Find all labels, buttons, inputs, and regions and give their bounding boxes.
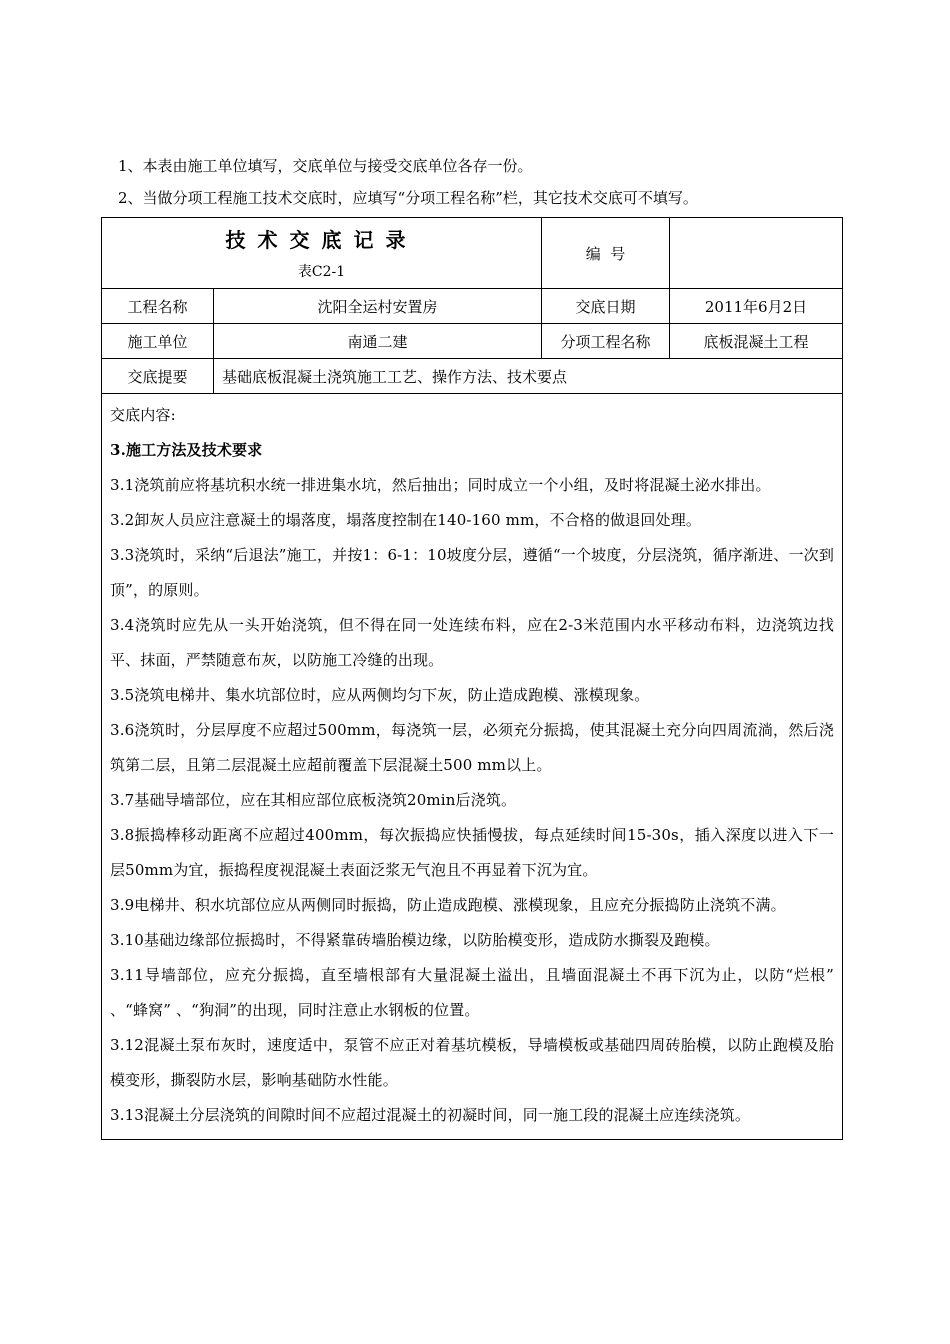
summary-label: 交底提要	[102, 359, 214, 394]
number-value	[670, 218, 843, 289]
content-item: 3.9电梯井、积水坑部位应从两侧同时振捣，防止造成跑模、涨模现象，且应充分振捣防止浇筑不满。	[110, 896, 786, 914]
content-item: 3.3浇筑时，采纳“后退法”施工，并按1：6-1：10坡度分层，遵循“一个坡度，分层浇筑，循序渐进、一次到顶”，的原则。	[110, 546, 834, 599]
note-2: 2、当做分项工程施工技术交底时，应填写“分项工程名称”栏，其它技术交底可不填写。	[118, 189, 698, 207]
section-title: 3.施工方法及技术要求	[110, 441, 263, 459]
title-cell	[102, 218, 542, 289]
content-item: 3.5浇筑电梯井、集水坑部位时，应从两侧均匀下灰，防止造成跑模、涨模现象。	[110, 686, 650, 704]
instruction-notes	[118, 150, 698, 214]
subitem-value: 底板混凝土工程	[670, 324, 843, 359]
date-label: 交底日期	[542, 289, 670, 324]
content-item: 3.1浇筑前应将基坑积水统一排进集水坑，然后抽出；同时成立一个小组，及时将混凝土泌水排出。	[110, 476, 771, 494]
content-item: 3.13混凝土分层浇筑的间隙时间不应超过混凝土的初凝时间，同一施工段的混凝土应连续浇筑。	[110, 1106, 751, 1124]
content-row	[102, 394, 843, 1140]
date-value: 2011年6月2日	[670, 289, 843, 324]
number-label: 编 号	[542, 218, 670, 289]
project-name-value: 沈阳全运村安置房	[214, 289, 542, 324]
project-name-label: 工程名称	[102, 289, 214, 324]
content-item: 3.6浇筑时，分层厚度不应超过500mm，每浇筑一层，必须充分振捣，使其混凝土充分向四周流淌，然后浇筑第二层，且第二层混凝土应超前覆盖下层混凝土500 mm以上。	[110, 721, 834, 774]
summary-row	[102, 359, 843, 394]
content-item: 3.2卸灰人员应注意凝土的塌落度，塌落度控制在140-160 mm，不合格的做退回处理。	[110, 511, 702, 529]
record-title: 技术交底记录	[225, 228, 418, 252]
tech-disclosure-table	[101, 217, 843, 1140]
project-row	[102, 289, 843, 324]
contractor-value: 南通二建	[214, 324, 542, 359]
content-cell	[102, 394, 843, 1140]
summary-value: 基础底板混凝土浇筑施工工艺、操作方法、技术要点	[214, 359, 843, 394]
contractor-label: 施工单位	[102, 324, 214, 359]
content-item: 3.10基础边缘部位振捣时，不得紧靠砖墙胎模边缘，以防胎模变形，造成防水撕裂及跑模。	[110, 931, 720, 949]
content-item: 3.7基础导墙部位，应在其相应部位底板浇筑20min后浇筑。	[110, 791, 517, 809]
content-item: 3.4浇筑时应先从一头开始浇筑，但不得在同一处连续布料，应在2-3米范围内水平移动布料，边浇筑边找平、抹面，严禁随意布灰，以防施工冷缝的出现。	[110, 616, 834, 669]
content-item: 3.12混凝土泵布灰时，速度适中，泵管不应正对着基坑模板，导墙模板或基础四周砖胎模，以防止跑模及胎模变形，撕裂防水层，影响基础防水性能。	[110, 1036, 834, 1089]
contractor-row	[102, 324, 843, 359]
note-1: 1、本表由施工单位填写，交底单位与接受交底单位各存一份。	[118, 157, 533, 175]
title-row	[102, 218, 843, 289]
content-item: 3.8振捣棒移动距离不应超过400mm，每次振捣应快插慢拔，每点延续时间15-30s，插入深度以进入下一层50mm为宜，振捣程度视混凝土表面泛浆无气泡且不再显着下沉为宜。	[110, 826, 834, 879]
form-code: 表C2-1	[297, 264, 346, 280]
content-item: 3.11导墙部位，应充分振捣，直至墙根部有大量混凝土溢出，且墙面混凝土不再下沉为止，以防“烂根” 、“蜂窝” 、“狗洞”的出现，同时注意止水钢板的位置。	[110, 966, 834, 1019]
content-label: 交底内容:	[110, 406, 176, 424]
subitem-label: 分项工程名称	[542, 324, 670, 359]
